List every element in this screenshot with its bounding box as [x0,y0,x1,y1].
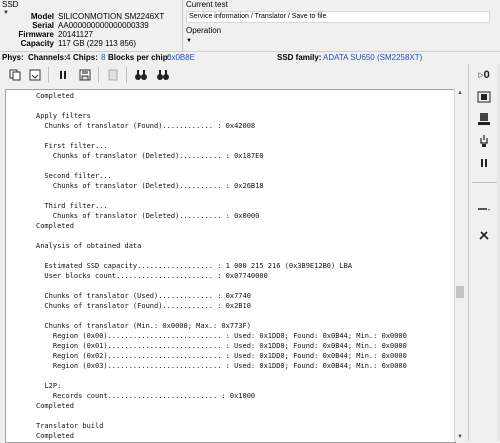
log-line: Apply filters [36,112,91,120]
channels-label: Channels: [28,53,67,62]
copy-icon[interactable] [6,66,24,84]
serial-value: AA000000000000000339 [58,21,149,30]
scroll-down-icon[interactable]: ▼ [457,434,463,440]
log-line: Estimated SSD capacity.................. : 1 000 215 216 (0x3B9E12B0) LBA [36,262,353,270]
save-log-icon[interactable] [26,66,44,84]
phys-label: Phys: [2,53,24,62]
capacity-row [0,39,182,49]
current-test-title: Current test [186,0,228,9]
scroll-thumb[interactable] [456,286,464,298]
log-line: Region (0x03)........................... : Used: 0x1DD0; Found: 0x0B44; Min.: 0x0000 [36,362,407,370]
panel-separator [472,182,497,183]
log-line: Second filter... [36,172,112,180]
log-line: First filter... [36,142,108,150]
phys-info-bar [0,51,500,65]
log-line: Chunks of translator (Deleted).......... : 0x0000 [36,212,260,220]
log-line: Chunks of translator (Deleted).......... : 0x187E0 [36,152,264,160]
family-value: ADATA SU650 (SM2258XT) [323,53,423,62]
firmware-value: 20141127 [58,30,93,39]
find-icon[interactable] [132,66,150,84]
operation-title: Operation [186,26,222,35]
tools-icon[interactable] [473,226,495,244]
ssd-panel-title: SSD [2,0,19,9]
log-line: User blocks count....................... : 0x07740000 [36,272,268,280]
model-label: Model [30,12,54,21]
family-label: SSD family: [277,53,322,62]
log-line: Records count.......................... : 0x1000 [36,392,256,400]
toolbar-separator [48,67,49,83]
log-line: Translator build [36,422,104,430]
clear-icon[interactable] [104,66,122,84]
current-test-field: Service information / Translator / Save to file [186,11,490,23]
log-output[interactable] [5,89,456,443]
toolbar-separator [98,67,99,83]
pause-icon[interactable] [54,66,72,84]
log-line: Chunks of translator (Found)............ : 0x2B10 [36,302,251,310]
capacity-value: 117 GB (229 113 856) [58,39,136,48]
log-line: Analysis of obtained data [36,242,142,250]
log-toolbar [0,64,468,88]
ssd-info-panel [0,0,183,51]
log-line: Completed [36,432,74,440]
log-line: Completed [36,92,74,100]
chips-value: 8 [101,53,106,62]
log-line: Chunks of translator (Used)............. : 0x7740 [36,292,251,300]
firmware-label: Firmware [18,30,54,39]
blocks-value: 0x0B8E [167,53,196,62]
log-line: Region (0x00)........................... : Used: 0x1DD0; Found: 0x0B44; Min.: 0x0000 [36,332,407,340]
log-line: Region (0x01)........................... : Used: 0x1DD0; Found: 0x0B44; Min.: 0x0000 [36,342,407,350]
reset-icon[interactable] [473,110,495,128]
toolbar-separator [126,67,127,83]
log-line: Chunks of translator (Min.: 0x0000; Max.: 0x773F) [36,322,251,330]
log-line: Chunks of translator (Found)............ : 0x42008 [36,122,256,130]
chips-label: Chips: [73,53,98,62]
progress-icon[interactable]: ▷ 0 [478,69,490,81]
right-tool-panel [468,64,500,441]
ssd-dropdown-icon[interactable]: ▼ [3,10,9,16]
log-line: L2P: [36,382,62,390]
model-value: SILICONMOTION SM2246XT [58,12,165,21]
scroll-up-icon[interactable]: ▲ [457,90,463,96]
progress-value: 0 [483,69,490,81]
pause-icon[interactable] [473,154,495,172]
log-scrollbar[interactable] [454,89,465,441]
channels-value: 4 [66,53,71,62]
serial-label: Serial [32,21,54,30]
capacity-label: Capacity [20,39,54,48]
operation-dropdown-icon[interactable]: ▼ [186,38,192,44]
save-icon[interactable] [76,66,94,84]
find-next-icon[interactable] [154,66,172,84]
log-line: Completed [36,402,74,410]
log-line: Third filter... [36,202,108,210]
blocks-label: Blocks per chip: [108,53,171,62]
power-icon[interactable] [473,132,495,150]
log-line: Region (0x02)........................... : Used: 0x1DD0; Found: 0x0B44; Min.: 0x0000 [36,352,407,360]
log-line: Completed [36,222,74,230]
current-test-panel [183,0,500,51]
menu-icon[interactable] [473,202,495,220]
mode-icon[interactable] [473,88,495,106]
log-line: Chunks of translator (Deleted).......... : 0x26B18 [36,182,264,190]
